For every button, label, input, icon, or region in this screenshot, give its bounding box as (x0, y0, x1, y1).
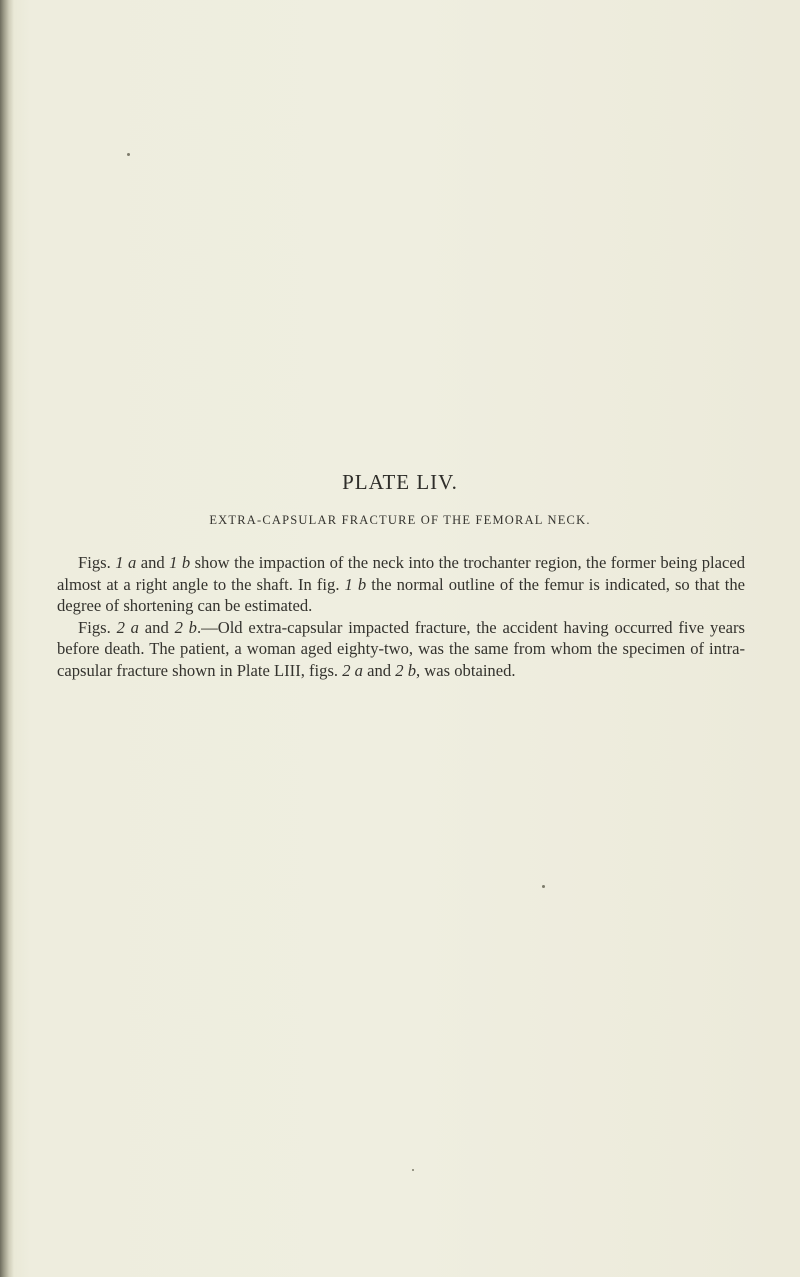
plate-title: PLATE LIV. (342, 470, 458, 494)
plate-subtitle: EXTRA-CAPSULAR FRACTURE OF THE FEMORAL NECK. (209, 513, 591, 527)
figure-ref: 2 a (342, 660, 363, 680)
plate-description (57, 552, 745, 682)
text-run: show the impaction of the neck into the trochanter region, the former being placed almost at a right angle to the shaft. In fig. (57, 553, 745, 594)
figure-ref: 2 a (116, 617, 139, 637)
text-run: Figs. (78, 553, 116, 572)
figure-ref: 1 b (169, 553, 191, 572)
spine-shadow (0, 0, 14, 1277)
paragraph-figs-2 (57, 617, 745, 682)
figure-ref: 2 b (395, 660, 416, 680)
paper-speck (412, 1169, 414, 1171)
text-run: and (362, 660, 396, 680)
figure-ref: 1 a (115, 553, 137, 572)
text-run: , was obtained. (416, 660, 516, 680)
figure-ref: 2 b (174, 617, 197, 637)
text-run: Figs. (78, 617, 117, 637)
paper-speck (542, 885, 545, 888)
text-run: and (136, 553, 170, 572)
text-run: and (138, 617, 175, 637)
paper-speck (127, 153, 130, 156)
paragraph-figs-1 (57, 552, 745, 617)
text-run: the normal outline of the femur is indicated, so that the degree of shortening can be estimated. (57, 574, 745, 616)
figure-ref: 1 b (344, 574, 367, 594)
text-run: .—Old extra-capsular impacted fracture, the accident having occurred five years before death. The patient, a woman aged eighty-two, was the same from whom the specimen of intra-capsular fracture shown in Plate LIII, figs. (57, 617, 745, 680)
